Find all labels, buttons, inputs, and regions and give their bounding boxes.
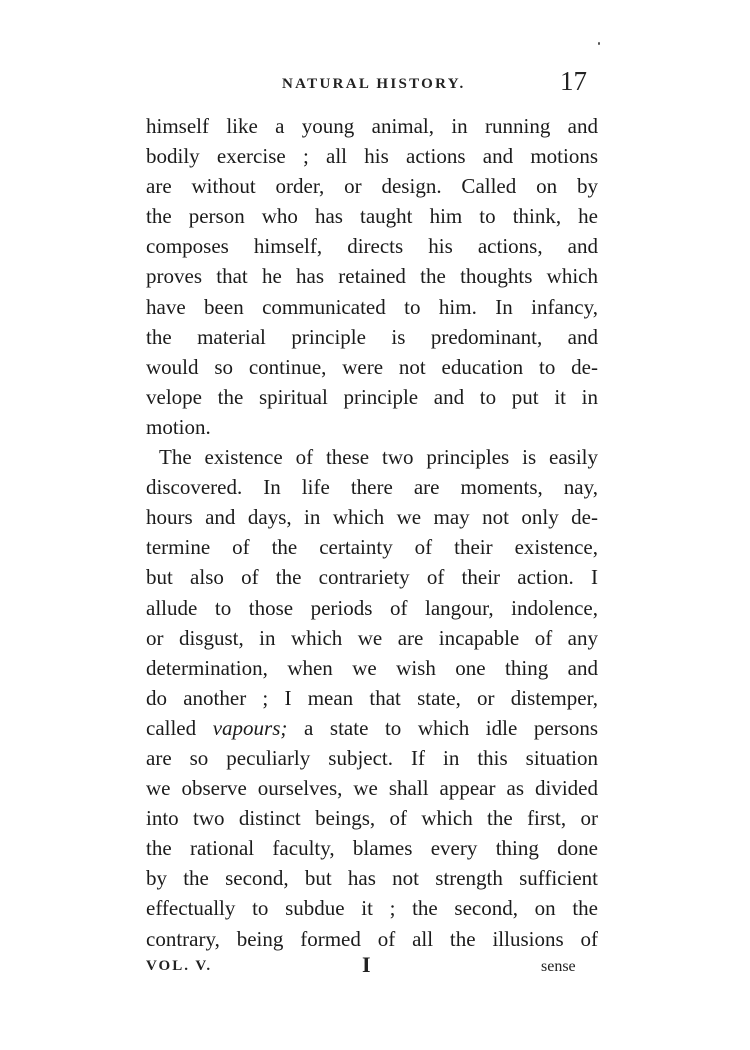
- page-number: 17: [560, 66, 587, 96]
- text-line: would so continue, were not education to de-: [146, 354, 598, 379]
- text-line-with-italic: [146, 713, 598, 743]
- text-line: by the second, but has not strength sufficient: [146, 866, 598, 891]
- text-line: The existence of these two principles is easily: [159, 445, 598, 470]
- text-line: contrary, being formed of all the illusions of: [146, 926, 598, 951]
- text-line: determination, when we wish one thing and: [146, 655, 598, 680]
- volume-mark: VOL. V.: [146, 958, 213, 974]
- italic-term: vapours;: [212, 715, 288, 740]
- paragraph: [146, 442, 598, 954]
- text-line: or disgust, in which we are incapable of any: [146, 625, 598, 650]
- text-line: are so peculiarly subject. If in this situation: [146, 745, 598, 770]
- text-fragment: a state to which idle persons: [304, 715, 599, 740]
- text-line: proves that he has retained the thoughts which: [146, 264, 598, 289]
- page-footer: [0, 952, 750, 988]
- ink-speck: [598, 42, 600, 45]
- catchword: sense: [541, 958, 576, 975]
- text-line: termine of the certainty of their existence,: [146, 535, 598, 560]
- text-line: motion.: [146, 414, 211, 439]
- text-line: composes himself, directs his actions, and: [146, 234, 598, 259]
- text-line: the material principle is predominant, and: [146, 324, 598, 349]
- text-line: discovered. In life there are moments, nay,: [146, 475, 598, 500]
- body-text: [146, 111, 598, 954]
- text-fragment: called: [146, 715, 197, 740]
- text-line: the person who has taught him to think, he: [146, 204, 598, 229]
- text-line: do another ; I mean that state, or distemper,: [146, 685, 598, 710]
- page-header: [0, 64, 750, 104]
- text-line: are without order, or design. Called on by: [146, 174, 598, 199]
- text-line: velope the spiritual principle and to put it in: [146, 384, 598, 409]
- text-line: effectually to subdue it ; the second, on the: [146, 896, 598, 921]
- signature-mark: I: [362, 952, 371, 977]
- paragraph: [146, 111, 598, 442]
- text-line: have been communicated to him. In infancy,: [146, 294, 598, 319]
- text-line: bodily exercise ; all his actions and motions: [146, 144, 598, 169]
- text-line: but also of the contrariety of their action. I: [146, 565, 598, 590]
- text-line: himself like a young animal, in running and: [146, 114, 598, 138]
- text-line: we observe ourselves, we shall appear as divided: [146, 776, 598, 801]
- text-line: into two distinct beings, of which the first, or: [146, 806, 598, 831]
- text-line: hours and days, in which we may not only de-: [146, 505, 598, 530]
- text-line: allude to those periods of langour, indolence,: [146, 595, 598, 620]
- text-line: the rational faculty, blames every thing done: [146, 836, 598, 861]
- running-head: NATURAL HISTORY.: [282, 76, 466, 92]
